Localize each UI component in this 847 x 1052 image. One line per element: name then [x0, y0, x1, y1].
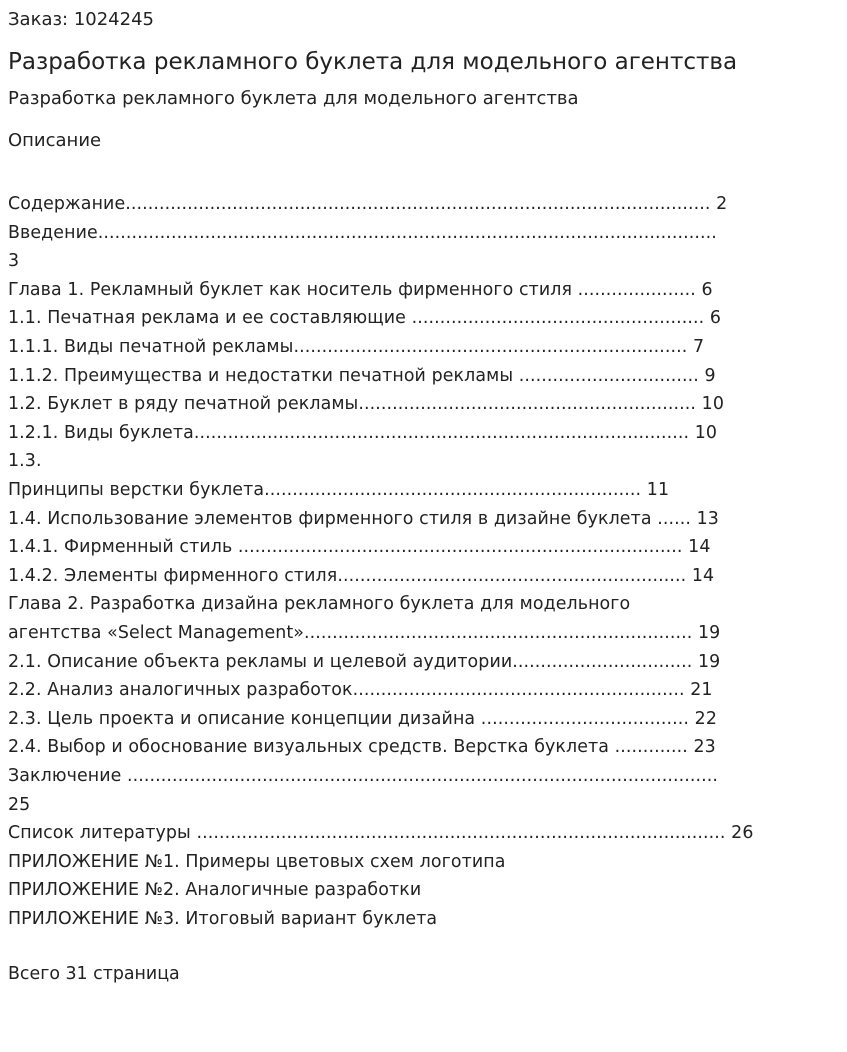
toc-line: Список литературы .............................................................................................. 26 — [8, 823, 754, 844]
document-title: Разработка рекламного буклета для модельного агентства — [8, 49, 738, 75]
toc-line: 1.1. Печатная реклама и ее составляющие .................................................... 6 — [8, 308, 722, 329]
toc-line: 3 — [8, 251, 20, 272]
toc-line: агентства «Select Management»..................................................................... 19 — [8, 623, 721, 643]
toc-line: 1.4.2. Элементы фирменного стиля.............................................................. 14 — [8, 565, 715, 586]
toc-line: 1.2.1. Виды буклета........................................................................................ 10 — [8, 422, 718, 443]
toc-line: 1.1.2. Преимущества и недостатки печатной рекламы ................................ 9 — [8, 365, 716, 386]
toc-line: 2.3. Цель проекта и описание концепции дизайна ..................................... 22 — [8, 708, 718, 729]
toc-line: 2.4. Выбор и обоснование визуальных средств. Верстка буклета ............. 23 — [8, 737, 716, 758]
toc-line: 1.1.1. Виды печатной рекламы...................................................................... 7 — [8, 337, 705, 357]
toc-line: 1.2. Буклет в ряду печатной рекламы............................................................ 10 — [8, 394, 725, 415]
toc-line: ПРИЛОЖЕНИЕ №3. Итоговый вариант буклета — [8, 909, 438, 929]
toc-line: ПРИЛОЖЕНИЕ №2. Аналогичные разработки — [8, 880, 422, 901]
toc-line: Содержание........................................................................................................ 2 — [8, 194, 728, 214]
toc-line: 1.3. — [8, 451, 42, 472]
toc-line: Заключение ......................................................................................................... — [8, 766, 718, 786]
order-number: Заказ: 1024245 — [8, 9, 154, 30]
toc-line: 2.1. Описание объекта рекламы и целевой аудитории................................ 19 — [8, 651, 721, 672]
toc-line: Введение.............................................................................................................. — [8, 222, 717, 243]
toc-line: Глава 2. Разработка дизайна рекламного буклета для модельного — [8, 594, 631, 615]
total-pages: Всего 31 страница — [8, 964, 180, 984]
document-subtitle: Разработка рекламного буклета для модельного агентства — [8, 88, 579, 109]
toc-line: 2.2. Анализ аналогичных разработок........................................................... 21 — [8, 680, 713, 701]
toc-line: 1.4.1. Фирменный стиль ............................................................................... 14 — [8, 537, 711, 558]
toc-line: Принципы верстки буклета................................................................... 11 — [8, 480, 670, 500]
description-label: Описание — [8, 130, 102, 151]
toc-line: 25 — [8, 794, 31, 815]
toc-line: ПРИЛОЖЕНИЕ №1. Примеры цветовых схем логотипа — [8, 851, 506, 872]
toc-line: Глава 1. Рекламный буклет как носитель фирменного стиля ..................... 6 — [8, 279, 713, 300]
toc-line: 1.4. Использование элементов фирменного стиля в дизайне буклета ...... 13 — [8, 508, 719, 529]
